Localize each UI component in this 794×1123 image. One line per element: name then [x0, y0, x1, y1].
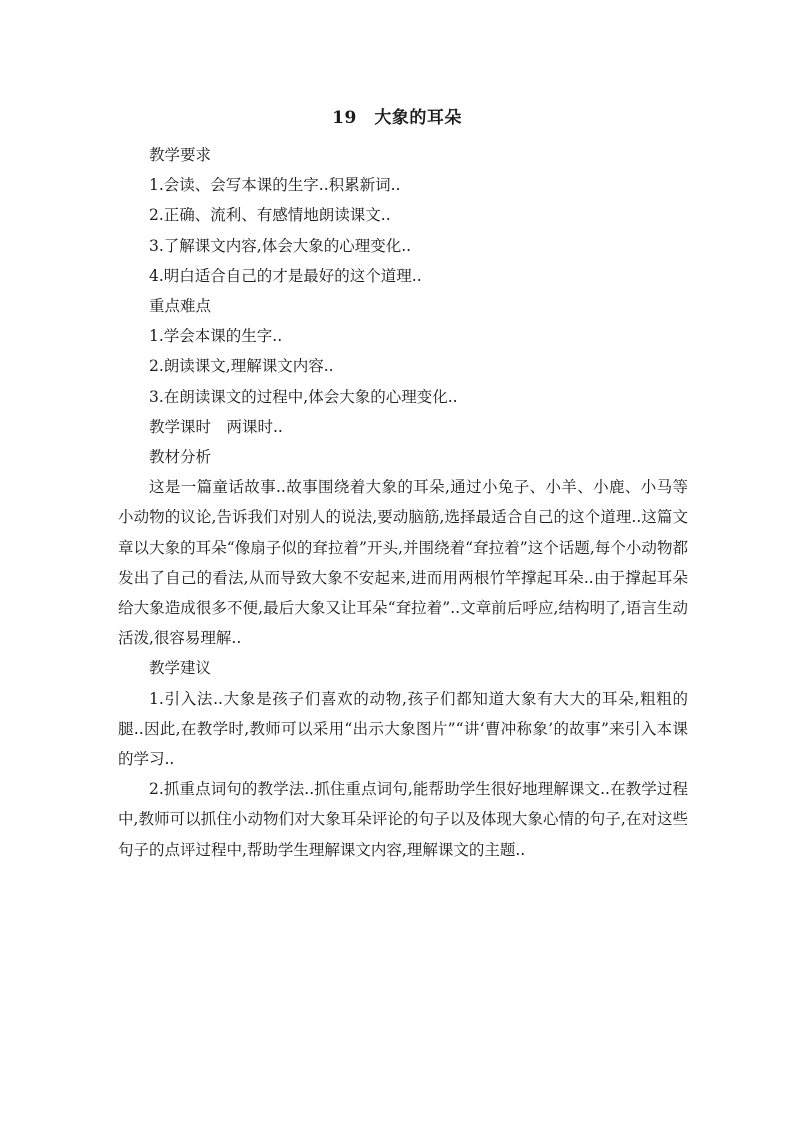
difficulty-item: 2.朗读课文,理解课文内容..	[149, 357, 334, 376]
analysis-heading: 教材分析	[149, 448, 212, 467]
requirements-heading: 教学要求	[149, 146, 212, 164]
difficulty-item: 3.在朗读课文的过程中,体会大象的心理变化..	[149, 387, 458, 406]
teaching-hours: 教学课时 两课时..	[149, 417, 283, 436]
requirement-item: 4.明白适合自己的才是最好的这个道理..	[149, 266, 422, 285]
suggestion-paragraph: 1.引入法..大象是孩子们喜欢的动物,孩子们都知道大象有大大的耳朵,粗粗的腿..因此,在教学时,教师可以采用“出示大象图片”“讲‘曹冲称象’的故事”来引入本课的学习..	[118, 689, 688, 769]
requirement-item: 2.正确、流利、有感情地朗读课文..	[149, 206, 391, 225]
document-body	[118, 140, 688, 865]
difficulties-heading: 重点难点	[149, 297, 212, 316]
document-title: 19 大象的耳朵	[332, 108, 462, 128]
analysis-paragraph: 这是一篇童话故事..故事围绕着大象的耳朵,通过小兔子、小羊、小鹿、小马等小动物的议论,告诉我们对别人的说法,要动脑筋,选择最适合自己的这个道理..这篇文章以大象的耳朵“像扇子似的耷拉着”开头,并围绕着“耷拉着”这个话题,每个小动物都发出了自己的看法,从而导致大象不安起来,进而用两根竹竿撑起耳朵..由于撑起耳朵给大象造成很多不便,最后大象又让耳朵“耷拉着”..文章前后呼应,结构明了,语言生动活泼,很容易理解..	[118, 478, 688, 648]
requirement-item: 1.会读、会写本课的生字..积累新词..	[149, 176, 401, 195]
suggestions-heading: 教学建议	[149, 659, 212, 678]
requirement-item: 3.了解课文内容,体会大象的心理变化..	[149, 236, 412, 255]
suggestion-paragraph: 2.抓重点词句的教学法..抓住重点词句,能帮助学生很好地理解课文..在教学过程中,教师可以抓住小动物们对大象耳朵评论的句子以及体现大象心情的句子,在对这些句子的点评过程中,帮助学生理解课文内容,理解课文的主题..	[118, 780, 688, 859]
difficulty-item: 1.学会本课的生字..	[149, 327, 283, 346]
